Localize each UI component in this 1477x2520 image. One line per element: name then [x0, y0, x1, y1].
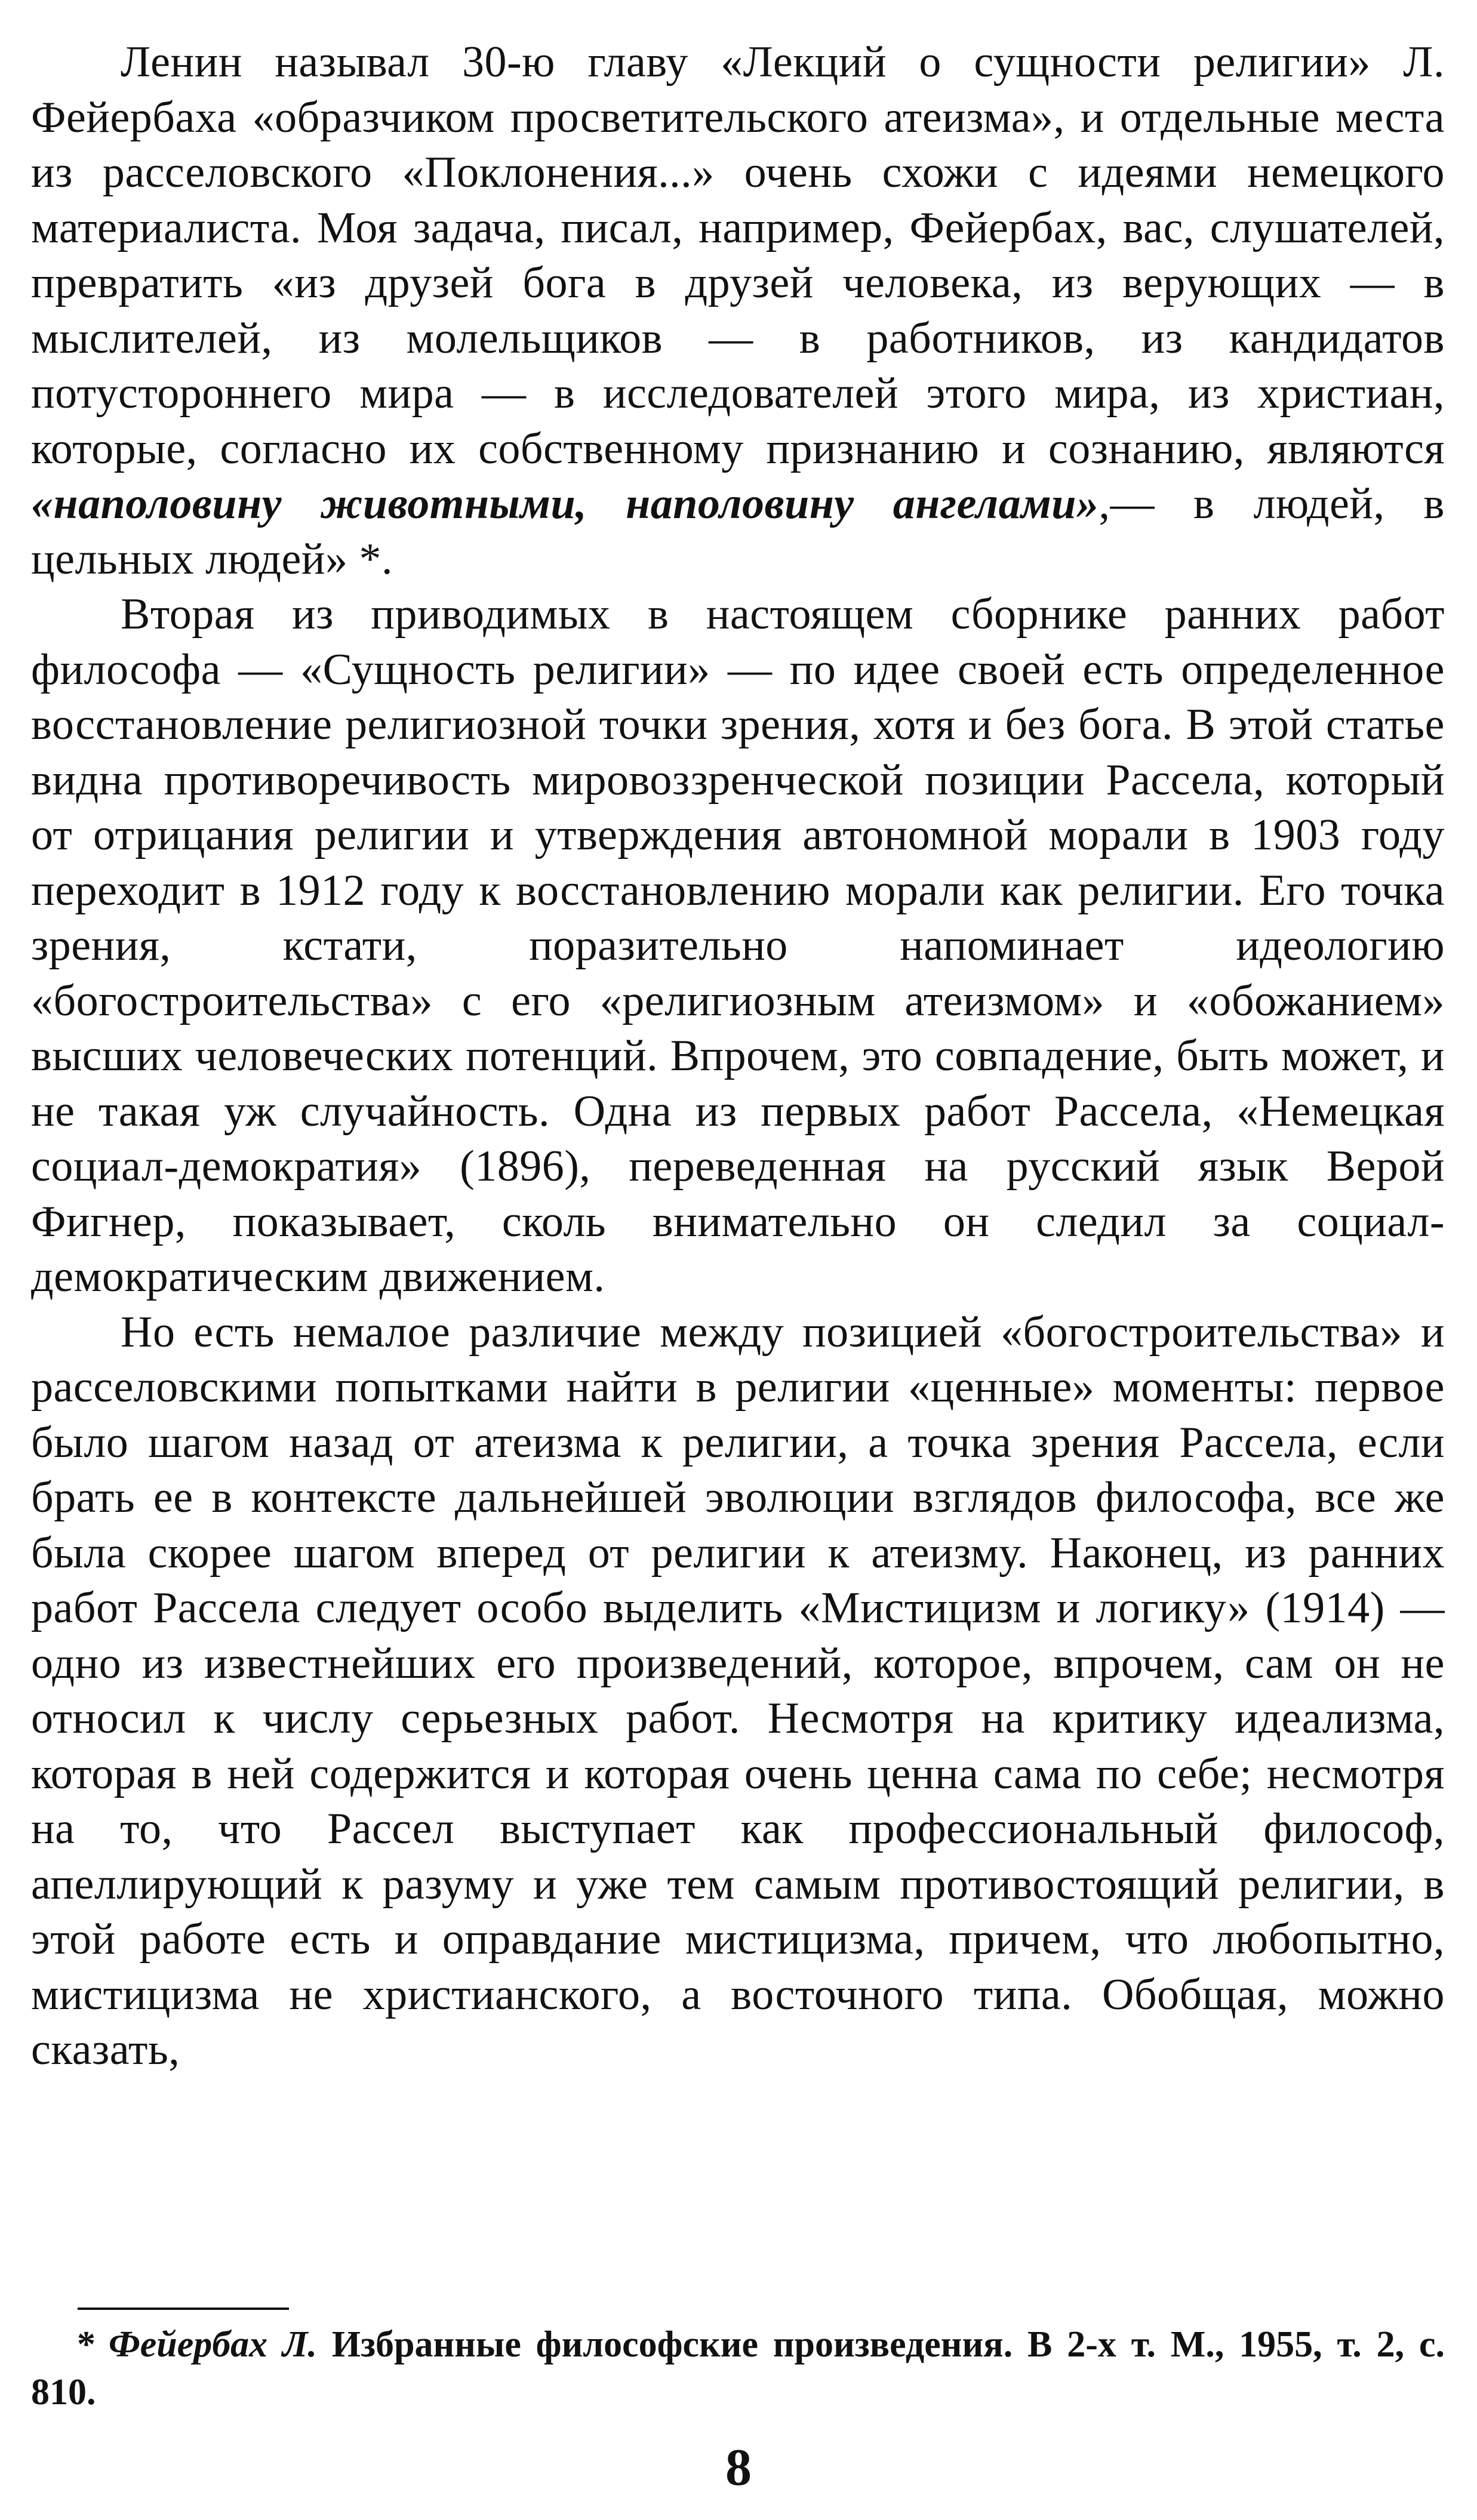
paragraph-1-text-a: Ленин называл 30-ю главу «Лекций о сущности религии» Л. Фейербаха «образчиком просветительского атеизма», и отдельные места из расселовского «Поклонения...» очень схожи с идеями немецкого материалиста. Моя задача, писал, например, Фейербах, вас, слушателей, превратить «из друзей бога в друзей человека, из верующих — в мыслителей, из молельщиков — в работников, из кандидатов потустороннего мира — в исследователей этого мира, из христиан, которые, согласно их собственному признанию и сознанию, являются [31, 38, 1445, 473]
footnote [31, 2321, 1445, 2416]
footnote-divider [78, 2308, 289, 2310]
footnote-author: Фейербах Л. [109, 2324, 318, 2365]
main-text [31, 35, 1445, 2078]
paragraph-3 [31, 1305, 1445, 2078]
paragraph-1-text-b: ,— в людей, в цельных людей» *. [31, 479, 1445, 584]
page-number: 8 [725, 2439, 752, 2497]
footnote-marker: * [77, 2324, 96, 2365]
paragraph-3-text: Но есть немалое различие между позицией «богостроительства» и расселовскими попытками найти в религии «ценные» моменты: первое было шагом назад от атеизма к религии, а точка зрения Рассела, если брать ее в контексте дальнейшей эволюции взглядов философа, все же была скорее шагом вперед от религии к атеизму. Наконец, из ранних работ Рассела следует особо выделить «Мистицизм и логику» (1914) — одно из известнейших его произведений, которое, впрочем, сам он не относил к числу серьезных работ. Несмотря на критику идеализма, которая в ней содержится и которая очень ценна сама по себе; несмотря на то, что Рассел выступает как профессиональный философ, апеллирующий к разуму и уже тем самым противостоящий религии, в этой работе есть и оправдание мистицизма, причем, что любопытно, мистицизма не христианского, а восточного типа. Обобщая, можно сказать, [31, 1307, 1445, 2074]
paragraph-2-text: Вторая из приводимых в настоящем сборнике ранних работ философа — «Сущность религии» — по идее своей есть определенное восстановление религиозной точки зрения, хотя и без бога. В этой статье видна противоречивость мировоззренческой позиции Рассела, который от отрицания религии и утверждения автономной морали в 1903 году переходит в 1912 году к восстановлению морали как религии. Его точка зрения, кстати, поразительно напоминает идеологию «богостроительства» с его «религиозным атеизмом» и «обожанием» высших человеческих потенций. Впрочем, это совпадение, быть может, и не такая уж случайность. Одна из первых работ Рассела, «Немецкая социал-демократия» (1896), переведенная на русский язык Верой Фигнер, показывает, сколь внимательно он следил за социал-демократическим движением. [31, 590, 1445, 1301]
paragraph-2 [31, 587, 1445, 1305]
paragraph-1 [31, 35, 1445, 587]
paragraph-1-quote-italic: «наполовину животными, наполовину ангелами» [31, 479, 1099, 528]
footnote-text: Избранные философские произведения. В 2-х т. М., 1955, т. 2, с. 810. [31, 2324, 1445, 2413]
